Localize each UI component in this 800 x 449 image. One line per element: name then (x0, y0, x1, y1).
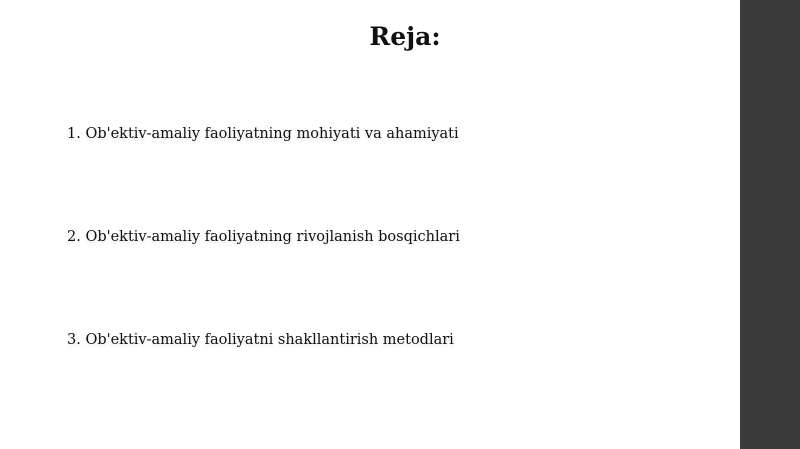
viewer-side-panel (740, 0, 800, 449)
plan-item-2: 2. Ob'ektiv-amaliy faoliyatning rivojlanish bosqichlari (67, 229, 460, 245)
plan-item-1: 1. Ob'ektiv-amaliy faoliyatning mohiyati va ahamiyati (67, 126, 459, 142)
slide-title: Reja: (369, 22, 441, 51)
plan-item-3: 3. Ob'ektiv-amaliy faoliyatni shakllantirish metodlari (67, 332, 454, 348)
